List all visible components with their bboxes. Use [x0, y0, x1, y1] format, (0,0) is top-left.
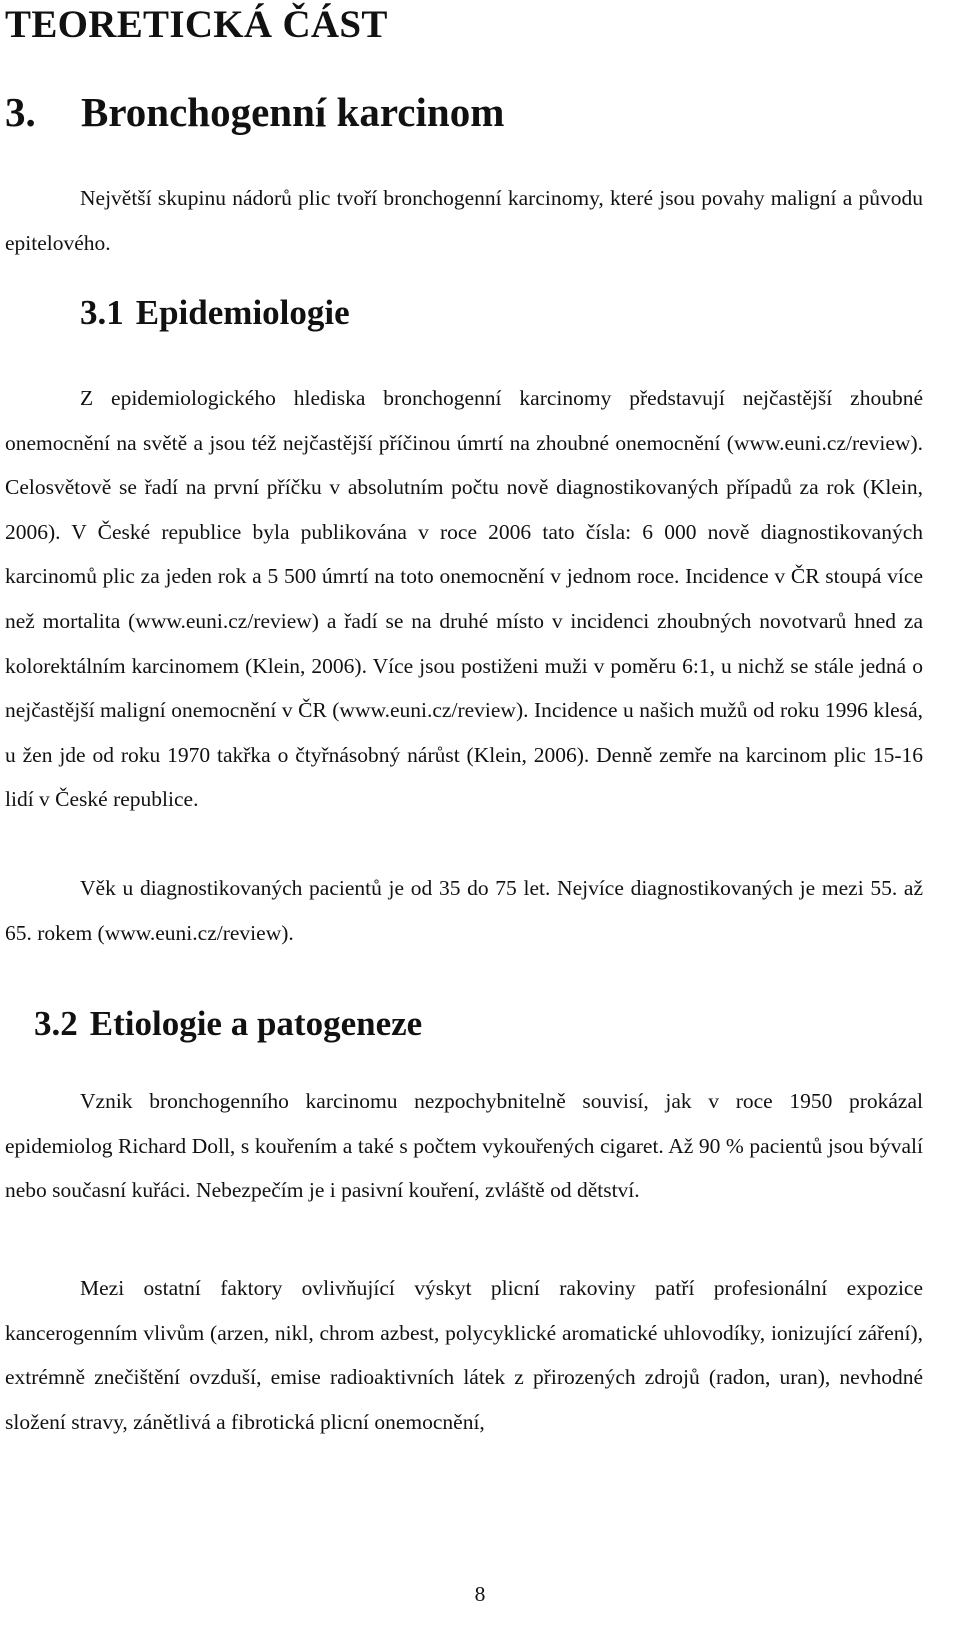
part-title: TEORETICKÁ ČÁST [5, 3, 388, 46]
etiologie-paragraph-2: Mezi ostatní faktory ovlivňující výskyt plicní rakoviny patří profesionální expozice kancerogenním vlivům (arzen, nikl, chrom azbest, polycyklické aromatické uhlovodíky, ionizující záření), extrémně znečištění ovzduší, emise radioaktivních látek z přirozených zdrojů (radon, uran), nevhodné složení stravy, zánětlivá a fibrotická plicní onemocnění, [5, 1276, 923, 1434]
epidemiologie-paragraph-2: Věk u diagnostikovaných pacientů je od 35 do 75 let. Nejvíce diagnostikovaných je mezi 55. až 65. rokem (www.euni.cz/review). [5, 876, 923, 945]
epidemiologie-paragraph-1: Z epidemiologického hlediska bronchogenní karcinomy představují nejčastější zhoubné onemocnění na světě a jsou též nejčastější příčinou úmrtí na zhoubné onemocnění (www.euni.cz/review). Celosvětově se řadí na první příčku v absolutním počtu nově diagnostikovaných případů za rok (Klein, 2006). V České republice byla publikována v roce 2006 tato čísla: 6 000 nově diagnostikovaných karcinomů plic za jeden rok a 5 500 úmrtí na toto onemocnění v jednom roce. Incidence v ČR stoupá více než mortalita (www.euni.cz/review) a řadí se na druhé místo v incidenci zhoubných novotvarů hned za kolorektálním karcinomem (Klein, 2006). Více jsou postiženi muži v poměru 6:1, u nichž se stále jedná o nejčastější maligní onemocnění v ČR (www.euni.cz/review). Incidence u našich mužů od roku 1996 klesá, u žen jde od roku 1970 takřka o čtyřnásobný nárůst (Klein, 2006). Denně zemře na karcinom plic 15-16 lidí v České republice. [5, 386, 923, 812]
section-heading-etiologie [34, 1004, 422, 1044]
section-title: Epidemiologie [135, 293, 350, 332]
section-number: 3.1 [80, 293, 124, 332]
section-number: 3.2 [34, 1004, 78, 1043]
section-title: Etiologie a patogeneze [89, 1004, 423, 1043]
intro-paragraph: Největší skupinu nádorů plic tvoří bronchogenní karcinomy, které jsou povahy maligní a původu epitelového. [5, 186, 923, 255]
chapter-title: Bronchogenní karcinom [81, 89, 505, 135]
chapter-heading [5, 88, 504, 136]
etiologie-paragraph-1: Vznik bronchogenního karcinomu nezpochybnitelně souvisí, jak v roce 1950 prokázal epidemiolog Richard Doll, s kouřením a také s počtem vykouřených cigaret. Až 90 % pacientů jsou bývalí nebo současní kuřáci. Nebezpečím je i pasivní kouření, zvláště od dětství. [5, 1089, 923, 1203]
chapter-number: 3. [5, 89, 36, 135]
section-heading-epidemiologie [80, 293, 350, 333]
page-number: 8 [474, 1582, 486, 1606]
